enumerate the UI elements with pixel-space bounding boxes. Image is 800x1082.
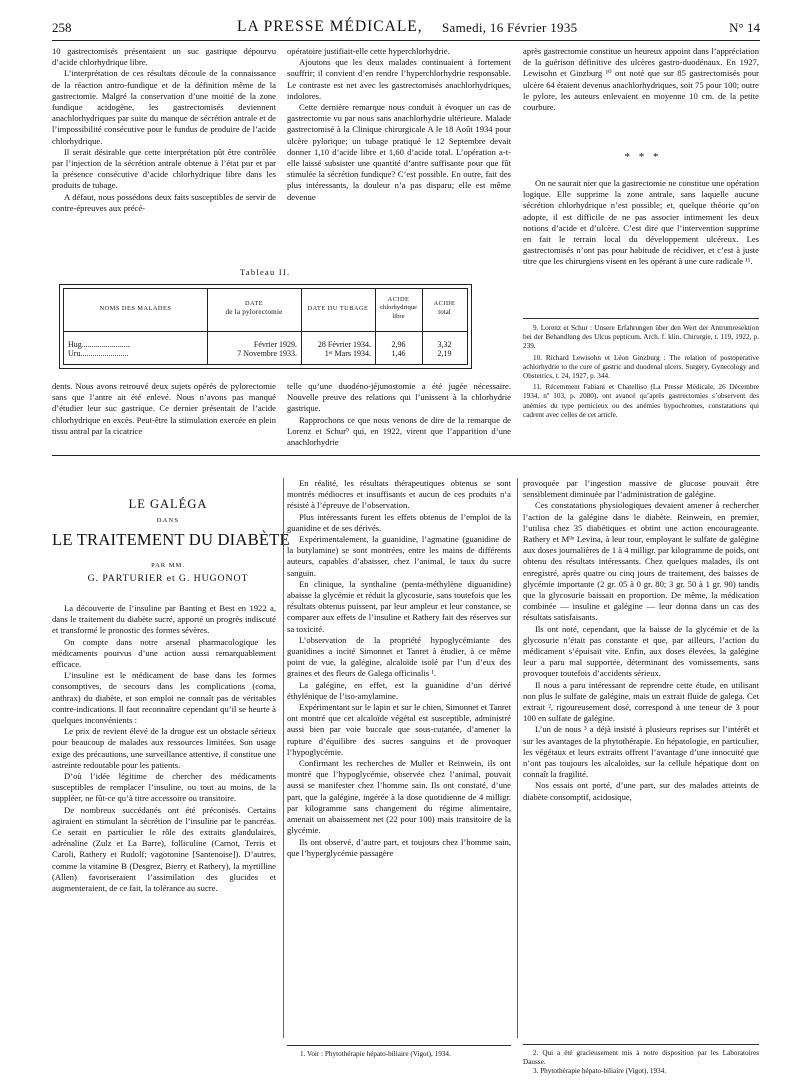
- paragraph: Expérimentalement, la guanidine, l’agmatine (guanidine de la butylamine) se sont montrées, entre les mains de différents auteurs, capables d’abaisser, chez l’animal, le taux du sucre sanguin.: [287, 534, 511, 578]
- running-header: [52, 18, 760, 40]
- footnote: 2. Qui a été gracieusement mis à notre disposition par les Laboratoires Dausse.: [523, 1049, 759, 1067]
- paragraph: On compte dans notre arsenal pharmacologique les médicaments pourvus d’une action aussi remarquablement efficace.: [52, 636, 276, 670]
- col-header-acid-free: [375, 296, 422, 321]
- col-header-line: DATE: [244, 300, 264, 307]
- paragraph: On ne saurait nier que la gastrectomie ne constitue une opération logique. Elle supprime la zone antrale, sans laquelle aucune sécrétion chlorhydrique n’est possible; et, quelque théorie qu’on adopte, il est difficile de ne pas associer intimement les deux notions d’acide et d’ulcère. C’est dire que l’intervention supprime en fait le terrain local du développement ulcéreux. Les gastrectomisés n’ont pas pour habitude de récidiver, et c’est à juste titre que les chirurgiens visent en les opérant à une cure radicale ¹¹.: [523, 178, 759, 267]
- paragraph: Nos essais ont porté, d’une part, sur des malades atteints de diabète consomptif, acidosique,: [523, 780, 759, 802]
- col-header-line: chlorhydrique: [380, 304, 417, 312]
- table-cell-date-op: Février 1929.: [253, 340, 297, 349]
- top-col-3: [523, 46, 759, 113]
- footnotes-top: [523, 324, 759, 420]
- article-col-1: [52, 603, 276, 894]
- paragraph: 10 gastrectomisés présentaient un suc gastrique dépourvu d’acide chlorhydrique libre.: [52, 46, 276, 68]
- article-par: PAR MM.: [151, 562, 185, 569]
- footnote-rule: [523, 1044, 759, 1045]
- article-title: LE TRAITEMENT DU DIABÈTE: [52, 530, 290, 549]
- table-cell-name: Hug........................: [68, 340, 130, 349]
- issue-date: Samedi, 16 Février 1935: [442, 20, 578, 35]
- table-header-rule: [64, 331, 467, 332]
- journal-name: LA PRESSE MÉDICALE,: [237, 18, 423, 35]
- paragraph: Rapprochons ce que nous venons de dire de la remarque de Lorenz et Schur⁹ qui, en 1922, virent que l’apparition d’une anachlorhydrie: [287, 414, 511, 448]
- article-col-2: [287, 478, 511, 859]
- paragraph: Ajoutons que les deux malades continuaient à fortement souffrir; il convient d’en rendre l’hyperchlorhydrie responsable. Le contraste est net avec les gastrectomisés anachlorhydriques, indolores.: [287, 57, 511, 101]
- paragraph: De nombreux succédanés ont été préconisés. Certains agiraient en stimulant la sécrétion de l’insuline par le pancréas. Ce serait en particulier le rôle des extraits glandulaires, adrénaline (Zulz et La Barre), folliculine (Carnot, Terris et Caroli, Rathery et Rudolf; vagotonine [Santenoise]). D’autres, comme la vitamine B (Desgrez, Bierry et Rathery), la myrtilline (Allen) favoriseraient l’assimilation des glucides et augmenteraient, de ce fait, la tolérance au sucre.: [52, 804, 276, 894]
- paragraph: après gastrectomie constitue un heureux appoint dans l’appréciation de la guérison définitive des ulcères gastro-duodénaux. En 1927, Lewisohn et Ginzburg ¹⁰ ont noté que sur 85 gastrectomisés pour ulcère 64 étaient devenus anachlorhydriques, soit 75 pour 100; outre le pylore, les auteurs enlevaient en moyenne 10 cm. de la petite courbure.: [523, 46, 759, 113]
- col-header-line: de la pylorectomie: [225, 308, 283, 317]
- top-col-2-bottom: [287, 381, 511, 448]
- col-header-acid-total: [422, 300, 467, 317]
- footnote: 3. Phytothérapie hépato-biliaire (Vigot), 1934.: [533, 1067, 667, 1076]
- table-cell-date-tubage: 1ᵉʳ Mars 1934.: [324, 349, 371, 358]
- footnotes-col3: [523, 1049, 759, 1077]
- col-header-line: ACIDE: [433, 300, 456, 307]
- article-authors: G. PARTURIER et G. HUGONOT: [87, 573, 249, 584]
- footnote: 10. Richard Lewisohn et Léon Ginzburg : The relation of postoperative achlorhydrie to the cure of gastric and duodenal ulcers. Surgery, Gynecology and Obstetrics, t. 24, 1927, p. 344.: [523, 353, 759, 381]
- table-cell-acid-total: 2,19: [437, 349, 452, 358]
- paragraph: Expérimentant sur le lapin et sur le chien, Simonnet et Tanret ont montré que cet alcaloïde végétal est susceptible, administré aussi bien par voie buccale que sous-cutanée, d’amener la rupture d’équilibre des sucres sanguins et de provoquer l’hypoglycémie.: [287, 702, 511, 757]
- table-cell-acid-total: 3,32: [437, 340, 452, 349]
- paragraph: La découverte de l’insuline par Banting et Best en 1922 a, dans le traitement du diabète sucré, apporté un progrès indiscuté et transformé le pronostic des formes sévères.: [52, 603, 276, 636]
- section-rule: [52, 455, 760, 456]
- table-cell-acid-free: 2,96: [391, 340, 406, 349]
- paragraph: dents. Nous avons retrouvé deux sujets opérés de pylorectomie sans que l’antre ait été enlevé. Nous n’avons pas manqué d’étudier leur suc gastrique. Ce dernier présentait de l’acide chlorhydrique en excès. Peut-être la stimulation exercée en plein tissu antral par la cicatrice: [52, 381, 276, 436]
- paragraph: En réalité, les résultats thérapeutiques obtenus se sont montrés médiocres et insuffisants et aucun de ces produits n’a résisté à l’épreuve de l’observation.: [287, 478, 511, 511]
- paragraph: L’observation de la propriété hypoglycémiante des guanidines a incité Simonnet et Tanret à étudier, à ce même point de vue, la galégine, alcaloïde isolé par l’un d’eux des graines et des fleurs de Galega officinalis ¹.: [287, 634, 511, 679]
- table-cell-acid-free: 1,46: [391, 349, 406, 358]
- page-number: 258: [52, 20, 72, 35]
- paragraph: provoquée par l’ingestion massive de glucose pouvait être sensiblement diminuée par l’administration de galégine.: [523, 478, 759, 500]
- top-col-3b: [523, 178, 759, 268]
- top-col-1: [52, 46, 276, 214]
- column-rule: [517, 478, 518, 1038]
- paragraph: Il serait désirable que cette interprétation pût être contrôlée par l’injection de la sécrétion antrale obtenue à l’état pur et par la présence consécutive d’acide chlorhydrique libre dans les produits de tubage.: [52, 146, 276, 191]
- paragraph: Ils ont observé, d’autre part, et toujours chez l’homme sain, que l’hyperglycémie passagère: [287, 836, 511, 858]
- section-separator: * * *: [624, 151, 662, 163]
- paragraph: Plus intéressants furent les effets obtenus de l’emploi de la guanidine et de ses dérivés.: [287, 511, 511, 533]
- paragraph: Cette dernière remarque nous conduit à évoquer un cas de gastrectomie vu par nous sans anachlorhydrie ultérieure. Malade gastrectomisé à la Clinique chirurgicale A le 18 Août 1934 pour ulcère pylorique; un tubage pratiqué le 12 Septembre devait donner 1,10 d’acide libre et 1,60 d’acide total. L’opération a-t-elle laissé subsister une quantité d’antre suffisante pour que fût stimulée la sécrétion fundique? C’est possible. En outre, fait des plus intéressants, la douleur n’a pas disparu; elle est même devenue: [287, 102, 511, 202]
- paragraph: L’interprétation de ces résultats découle de la connaissance de la réaction antro-fundique et de la définition même de la gastrectomie. Malgré la conservation d’une moitié de la zone fundique acidogène, les gastrectomisés deviennent anachlorhydriques par suite du manque de sécrétion antrale et de l’impossibilité consécutive pour le fundus de produire de l’acide chlorhydrique.: [52, 68, 276, 146]
- paragraph: Le prix de revient élevé de la drogue est un obstacle sérieux pour beaucoup de malades aux ressources limitées. Son usage exige des précautions, une surveillance attentive, il constitue une astreinte redoutable pour les patients.: [52, 726, 276, 770]
- paragraph: opératoire justifiait-elle cette hyperchlorhydrie.: [287, 46, 450, 56]
- top-col-1-bottom: [52, 381, 276, 437]
- paragraph: L’un de nous ³ a déjà insisté à plusieurs reprises sur l’intérêt et sur les avantages de la phytothérapie. En hépatologie, en particulier, les végétaux et leurs extraits offrent l’avantage d’une innocuité que n’ont pas toujours les alcaloïdes, sur la cellule hépatique dont on connaît la fragilité.: [523, 724, 759, 780]
- footnote-rule: [287, 1045, 511, 1046]
- paragraph: En clinique, la synthaline (penta-méthylène diguanidine) abaisse la glycémie et réduit la glycosurie, sans toutefois que les résultats obtenus puissent, par leur ampleur et leur constance, se comparer aux effets de l’insuline et Rathery fait des réserves sur sa toxicité.: [287, 578, 511, 634]
- footnote: 9. Lorenz et Schur : Unsere Erfahrungen über den Wert der Antrumresektion bei der Behandlung des Ulcus pepticum. Arch. f. klin. Chirurgie, t. 119, 1922, p. 239.: [523, 324, 759, 351]
- paragraph: D’où l’idée légitime de chercher des médicaments susceptibles de remplacer l’insuline, ou tout au moins, de la suppléer, ne fût-ce qu’à titre accessoire ou transitoire.: [52, 771, 276, 804]
- paragraph: L’insuline est le médicament de base dans les formes consomptives, de secours dans les complications (coma, anthrax) du diabète, et son emploi ne connaît pas de véritables contre-indications. Il faut reconnaître cependant qu’il se heurte à quelques inconvénients :: [52, 670, 276, 726]
- col-header-line: ACIDE: [387, 296, 410, 303]
- paragraph: Ils ont noté, cependant, que la baisse de la glycémie et de la glycosurie n’était pas constante et que, par ailleurs, l’action du médicament s’épuisait vite. Enfin, aux doses élevées, la galégine leur a paru mal supportée, déterminant des vomissements, sans provoquer toutefois d’accidents sérieux.: [523, 623, 759, 679]
- header-rule: [52, 40, 760, 41]
- table-cell-name: Uru........................: [68, 349, 129, 358]
- footnote: 1. Voir : Phytothérapie hépato-biliaire (Vigot), 1934.: [300, 1050, 451, 1058]
- footnote: 11. Récemment Fabiani et Chatelliso (La Presse Médicale, 26 Décembre 1934, nº 103, p. 2080), ont avancé qu’après gastrectomies s’observent des anémies du type pernicieux ou des anémies hypochromes, constatations qui cadrent avec celles de cet article.: [523, 383, 759, 419]
- table-inner: [63, 288, 468, 365]
- article-dans: DANS: [156, 517, 180, 524]
- footnote-rule: [523, 318, 759, 319]
- table-cell-date-tubage: 28 Février 1934.: [317, 340, 371, 349]
- col-header-date-tubage: DATE DU TUBAGE: [307, 305, 369, 312]
- paragraph: telle qu’une duodéno-jéjunostomie a été jugée nécessaire. Nouvelle preuve des relations qui l’unissent à la chlorhydrie gastrique.: [287, 381, 511, 414]
- data-table: [59, 284, 472, 369]
- article-kicker: LE GALÉGA: [128, 497, 208, 511]
- table-cell-date-op: 7 Novembre 1933.: [237, 349, 297, 358]
- table-title: Tableau II.: [240, 268, 291, 277]
- article-col-3: [523, 478, 759, 803]
- paragraph: Confirmant les recherches de Muller et Reinwein, ils ont montré que l’hypoglycémie, observée chez l’animal, pouvait aussi se manifester chez l’homme sain. Ils ont constaté, d’une part, que la galégine, ingérée à la dose quotidienne de 4 milligr. par kilogramme sans changement du régime alimentaire, amenait un abaissement net (22 pour 100) mais transitoire de la glycémie.: [287, 758, 511, 836]
- paragraph: Ces constatations physiologiques devaient amener à rechercher l’action de la galégine dans le diabète. Reinwein, en premier, l’utilisa chez 35 diabétiques et obtint une action encourageante. Rathery et Mˡˡᵉ Levina, à leur tour, employant le sulfate de galégine aux doses journalières de 1 à 4 milligr. par kilogramme de poids, ont obtenu des résultats intéressants. Chez quelques malades, ils ont enregistré, après quatre ou cinq jours de traitement, des baisses de glycémie importante (2 gr. 05 à 0 gr. 80; 3 gr. 50 à 1 gr. 90) tandis que la glycosurie baissait en proportion. De même, la médication combinée — insuline et galégine — leur donna dans un cas des résultats satisfaisants.: [523, 500, 759, 623]
- paragraph: Il nous a paru intéressant de reprendre cette étude, en utilisant non plus le sulfate de galégine, mais un extrait fluide de galega. Cet extrait ², rigoureusement dosé, correspond à une teneur de 3 pour 100 en sulfate de galégine.: [523, 679, 759, 724]
- issue-number: N° 14: [729, 20, 760, 35]
- col-header-date-op: [207, 300, 301, 317]
- column-rule: [283, 478, 284, 1038]
- paragraph: A défaut, nous possédons deux faits susceptibles de servir de contre-épreuves aux précé-: [52, 191, 276, 213]
- top-col-2: [287, 46, 511, 203]
- col-header-line: libre: [392, 312, 405, 320]
- paragraph: La galégine, en effet, est la guanidine d’un dérivé éthylénique de l’iso-amylamine.: [287, 679, 511, 701]
- col-header-line: total: [438, 308, 451, 317]
- col-header-name: NOMS DES MALADES: [99, 305, 172, 312]
